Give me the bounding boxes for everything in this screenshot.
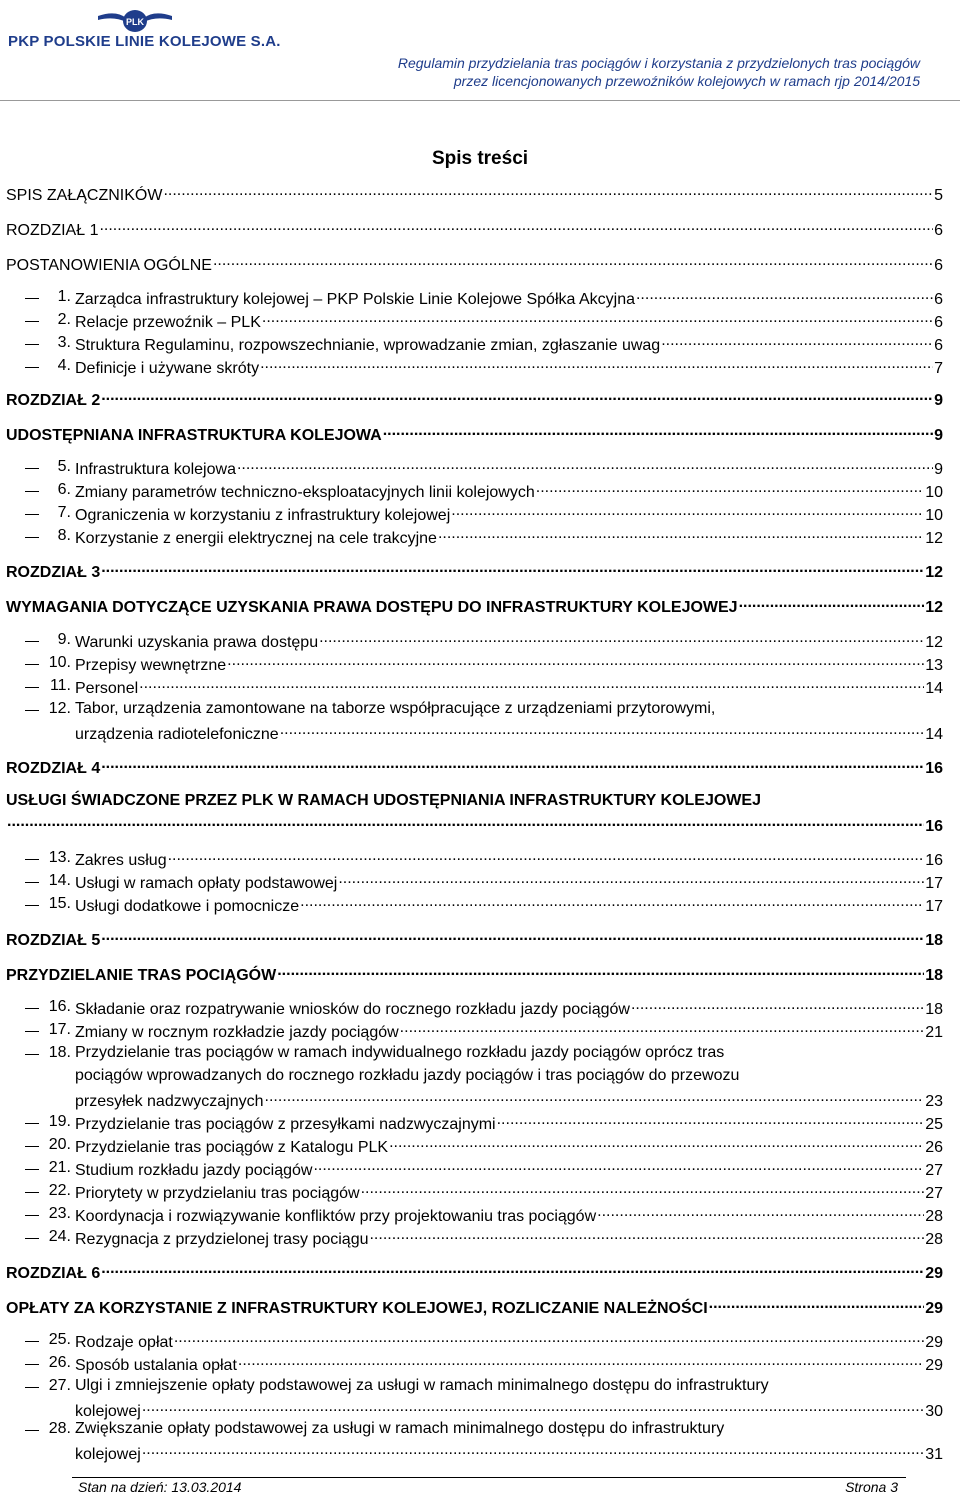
plk-logo-icon [96,6,174,36]
toc-dot-leader [597,1205,924,1221]
toc-page-number: 12 [925,530,943,547]
toc-page-number: 29 [925,1334,943,1351]
toc-dot-leader [213,254,933,270]
toc-entry-number: 12. [48,700,71,717]
toc-entry-text: POSTANOWIENIA OGÓLNE [6,257,212,274]
toc-dot-leader [262,311,933,327]
toc-entry-text: Składanie oraz rozpatrywanie wniosków do rocznego rozkładu jazdy pociągów [75,1001,630,1018]
toc-bullet-dash [25,1008,39,1009]
toc-entry-text: Zakres usług [75,852,167,869]
toc-entry-number: 26. [48,1354,71,1371]
toc-entry-text: PRZYDZIELANIE TRAS POCIĄGÓW [6,967,277,984]
toc-dot-leader [438,527,924,543]
toc-entry-text: Definicje i używane skróty [75,360,260,377]
toc-entry-text: ROZDZIAŁ 5 [6,932,101,949]
toc-entry-number: 4. [57,357,71,374]
toc-page-number: 26 [925,1139,943,1156]
toc-entry-text: Przydzielanie tras pociągów z przesyłkami nadzwyczajnymi [75,1116,496,1133]
toc-entry-text-end: urządzenia radiotelefoniczne [75,726,279,743]
toc-page-number: 18 [925,1001,943,1018]
toc-entry-number: 9. [57,631,71,648]
toc-entry-text: USŁUGI ŚWIADCZONE PRZEZ PLK W RAMACH UDOSTĘPNIANIA INFRASTRUKTURY KOLEJOWEJ [6,792,761,809]
toc-entry-number: 19. [48,1113,71,1130]
toc-entry-number: 14. [48,872,71,889]
toc-entry-text: Personel [75,680,139,697]
toc-dot-leader [101,389,933,405]
toc-entry-number: 28. [48,1420,71,1437]
toc-entry-number: 7. [57,504,71,521]
toc-dot-leader [313,1159,924,1175]
toc-page-number: 13 [925,657,943,674]
toc-title: Spis treści [431,148,529,169]
toc-page-number: 16 [925,818,943,835]
toc-entry-text: ROZDZIAŁ 2 [6,392,101,409]
toc-bullet-dash [25,859,39,860]
toc-bullet-dash [25,1215,39,1216]
toc-page-number: 18 [925,967,943,984]
toc-entry-text: ROZDZIAŁ 6 [6,1265,101,1282]
toc-page-number: 30 [925,1403,943,1420]
toc-dot-leader [536,481,924,497]
toc-entry-text: Usługi w ramach opłaty podstawowej [75,875,338,892]
toc-bullet-dash [25,468,39,469]
toc-page-number: 25 [925,1116,943,1133]
toc-bullet-dash [25,1192,39,1193]
toc-entry-number: 2. [57,311,71,328]
toc-page-number: 17 [925,898,943,915]
toc-page-number: 10 [925,484,943,501]
toc-bullet-dash [25,641,39,642]
toc-entry-text: Infrastruktura kolejowa [75,461,236,478]
toc-entry-number: 21. [48,1159,71,1176]
footer-page-number: Strona 3 [845,1479,898,1495]
toc-dot-leader [383,424,933,440]
toc-entry-text: Tabor, urządzenia zamontowane na taborze współpracujące z urządzeniami przytorowymi, [75,700,716,717]
toc-dot-leader [300,895,924,911]
toc-entry-number: 24. [48,1228,71,1245]
toc-entry-text: Zmiany parametrów techniczno-eksploatacyjnych linii kolejowych [75,484,535,501]
toc-bullet-dash [25,298,39,299]
toc-dot-leader [227,654,924,670]
toc-page-number: 12 [925,564,943,581]
toc-page-number: 29 [925,1265,943,1282]
toc-bullet-dash [25,1364,39,1365]
toc-entry-number: 16. [48,998,71,1015]
toc-dot-leader [277,964,924,980]
toc-entry-text: WYMAGANIA DOTYCZĄCE UZYSKANIA PRAWA DOSTĘPU DO INFRASTRUKTURY KOLEJOWEJ [6,599,738,616]
toc-page-number: 16 [925,852,943,869]
toc-dot-leader [142,1443,924,1459]
toc-entry-text: Rodzaje opłat [75,1334,173,1351]
toc-bullet-dash [25,514,39,515]
toc-dot-leader [361,1182,925,1198]
toc-page-number: 6 [934,222,943,239]
toc-bullet-dash [25,882,39,883]
toc-entry-number: 1. [57,288,71,305]
toc-page-number: 29 [925,1300,943,1317]
toc-entry-text: Studium rozkładu jazdy pociągów [75,1162,313,1179]
toc-page-number: 5 [934,187,943,204]
toc-page-number: 14 [925,726,943,743]
toc-bullet-dash [25,1341,39,1342]
toc-entry-text: Usługi dodatkowe i pomocnicze [75,898,300,915]
toc-dot-leader [265,1090,925,1106]
toc-bullet-dash [25,344,39,345]
document-title-line-2: przez licencjonowanych przewoźników kolejowych w ramach rjp 2014/2015 [453,73,920,89]
toc-page-number: 12 [925,599,943,616]
toc-bullet-dash [25,1146,39,1147]
toc-page-number: 27 [925,1185,943,1202]
toc-entry-text: UDOSTĘPNIANA INFRASTRUKTURA KOLEJOWA [6,427,382,444]
toc-entry-text: Rezygnacja z przydzielonej trasy pociągu [75,1231,369,1248]
toc-bullet-dash [25,1054,39,1055]
toc-entry-text-end: kolejowej [75,1446,141,1463]
toc-entry-number: 25. [48,1331,71,1348]
toc-bullet-dash [25,710,39,711]
toc-entry-text: Ograniczenia w korzystaniu z infrastruktury kolejowej [75,507,451,524]
toc-entry-number: 6. [57,481,71,498]
toc-page-number: 6 [934,314,943,331]
toc-dot-leader [101,1262,924,1278]
toc-page-number: 16 [925,760,943,777]
toc-dot-leader [369,1228,924,1244]
toc-entry-text: Warunki uzyskania prawa dostępu [75,634,319,651]
page-header [0,0,960,110]
toc-bullet-dash [25,321,39,322]
toc-dot-leader [631,998,924,1014]
footer-rule [72,1477,906,1478]
toc-entry-number: 10. [48,654,71,671]
toc-entry-text: ROZDZIAŁ 1 [6,222,99,239]
toc-dot-leader [338,872,924,888]
toc-page-number: 9 [934,427,943,444]
toc-page-number: 6 [934,337,943,354]
toc-entry-number: 3. [57,334,71,351]
footer-date: Stan na dzień: 13.03.2014 [78,1479,242,1495]
toc-entry-text: Przydzielanie tras pociągów w ramach indywidualnego rozkładu jazdy pociągów oprócz tras [75,1044,725,1061]
toc-bullet-dash [25,905,39,906]
toc-entry-number: 20. [48,1136,71,1153]
toc-entry-text: Priorytety w przydzielaniu tras pociągów [75,1185,360,1202]
toc-bullet-dash [25,1430,39,1431]
toc-entry-number: 11. [49,677,71,694]
toc-bullet-dash [25,367,39,368]
document-title-line-1: Regulamin przydzielania tras pociągów i korzystania z przydzielonych tras pociągów [397,55,920,71]
toc-dot-leader [709,1297,925,1313]
toc-entry-number: 13. [48,849,71,866]
toc-dot-leader [7,815,924,831]
toc-entry-number: 23. [48,1205,71,1222]
toc-dot-leader [451,504,924,520]
toc-entry-text: ROZDZIAŁ 4 [6,760,101,777]
toc-entry-number: 8. [57,527,71,544]
toc-bullet-dash [25,1031,39,1032]
toc-dot-leader [99,219,933,235]
toc-dot-leader [139,677,924,693]
toc-bullet-dash [25,537,39,538]
toc-entry-text: Struktura Regulaminu, rozpowszechnianie, wprowadzanie zmian, zgłaszanie uwag [75,337,661,354]
toc-entry-text: Ulgi i zmniejszenie opłaty podstawowej za usługi w ramach minimalnego dostępu do infrastruktury [75,1377,769,1394]
company-name: PKP POLSKIE LINIE KOLEJOWE S.A. [8,33,281,50]
toc-entry-text: Relacje przewoźnik – PLK [75,314,261,331]
toc-entry-text: SPIS ZAŁĄCZNIKÓW [6,187,163,204]
toc-dot-leader [101,757,924,773]
toc-bullet-dash [25,1238,39,1239]
toc-page-number: 18 [925,932,943,949]
toc-dot-leader [168,849,925,865]
toc-page-number: 31 [925,1446,943,1463]
toc-page-number: 6 [934,291,943,308]
toc-dot-leader [238,1354,924,1370]
toc-page-number: 17 [925,875,943,892]
toc-dot-leader [101,561,924,577]
toc-page-number: 12 [925,634,943,651]
toc-entry-text: OPŁATY ZA KORZYSTANIE Z INFRASTRUKTURY KOLEJOWEJ, ROZLICZANIE NALEŻNOŚCI [6,1300,708,1317]
toc-page-number: 6 [934,257,943,274]
toc-page-number: 21 [925,1024,943,1041]
toc-entry-text: Zwiększanie opłaty podstawowej za usługi w ramach minimalnego dostępu do infrastruktury [75,1420,725,1437]
toc-entry-text: Przydzielanie tras pociągów z Katalogu PLK [75,1139,389,1156]
toc-page-number: 28 [925,1208,943,1225]
toc-dot-leader [389,1136,924,1152]
toc-dot-leader [636,288,933,304]
toc-page-number: 10 [925,507,943,524]
toc-entry-text: ROZDZIAŁ 3 [6,564,101,581]
toc-dot-leader [174,1331,924,1347]
toc-dot-leader [163,184,933,200]
toc-entry-number: 17. [48,1021,71,1038]
toc-bullet-dash [25,1169,39,1170]
toc-entry-text: Koordynacja i rozwiązywanie konfliktów przy projektowaniu tras pociągów [75,1208,597,1225]
toc-dot-leader [497,1113,925,1129]
toc-page-number: 27 [925,1162,943,1179]
toc-page-number: 28 [925,1231,943,1248]
toc-bullet-dash [25,491,39,492]
toc-entry-text-cont: pociągów wprowadzanych do rocznego rozkładu jazdy pociągów i tras pociągów do przewozu [75,1067,740,1084]
toc-entry-number: 18. [48,1044,71,1061]
toc-bullet-dash [25,1123,39,1124]
toc-page-number: 23 [925,1093,943,1110]
toc-entry-text: Korzystanie z energii elektrycznej na cele trakcyjne [75,530,437,547]
toc-entry-text-end: przesyłek nadzwyczajnych [75,1093,264,1110]
toc-dot-leader [739,596,925,612]
toc-dot-leader [661,334,933,350]
toc-entry-number: 27. [48,1377,71,1394]
toc-dot-leader [400,1021,925,1037]
toc-dot-leader [260,357,933,373]
toc-page-number: 14 [925,680,943,697]
toc-entry-text: Sposób ustalania opłat [75,1357,237,1374]
toc-bullet-dash [25,1387,39,1388]
toc-entry-number: 15. [48,895,71,912]
toc-entry-number: 5. [57,458,71,475]
toc-page-number: 9 [934,461,943,478]
toc-bullet-dash [25,664,39,665]
toc-entry-text: Zmiany w rocznym rozkładzie jazdy pociągów [75,1024,399,1041]
toc-dot-leader [142,1400,924,1416]
toc-page-number: 9 [934,392,943,409]
toc-page-number: 29 [925,1357,943,1374]
toc-entry-text-end: kolejowej [75,1403,141,1420]
document-title [398,54,920,90]
toc-entry-text: Przepisy wewnętrzne [75,657,227,674]
toc-entry-number: 22. [48,1182,71,1199]
logo-text: PLK [126,17,144,27]
toc-dot-leader [237,458,933,474]
toc-dot-leader [319,631,924,647]
toc-dot-leader [280,723,925,739]
toc-bullet-dash [25,687,39,688]
header-rule [0,100,960,101]
toc-entry-text: Zarządca infrastruktury kolejowej – PKP Polskie Linie Kolejowe Spółka Akcyjna [75,291,635,308]
toc-page-number: 7 [934,360,943,377]
toc-dot-leader [101,929,924,945]
